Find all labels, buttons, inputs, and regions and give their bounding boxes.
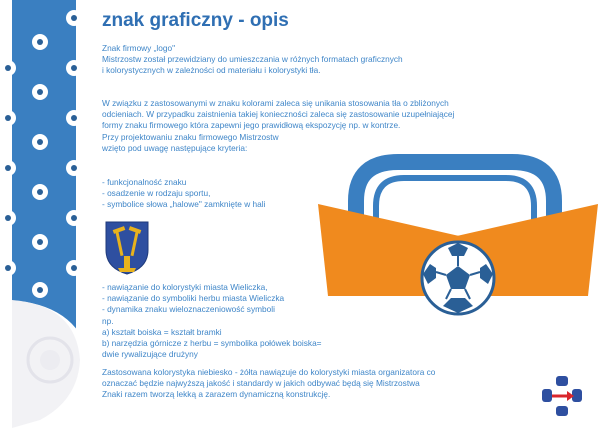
list-symbolism: - nawiązanie do kolorystyki miasta Wieliczka, - nawiązanie do symboliki herbu miasta Wieliczka - dynamika znaku wieloznaczeniowość symboli np. a) kształt boiska = kształt bramki b) narzędzia górnicze z herbu = symbolika połówek boiska= dwie rywalizujące drużyny [102, 282, 322, 360]
soccer-ball-icon [422, 242, 494, 314]
coat-of-arms-icon [104, 220, 150, 276]
paragraph-background-colors: W związku z zastosowanymi w znaku kolorami zaleca się unikania stosowania tła o zbliżonych odcieniach. W przypadku zaistnienia takiej konieczności zaleca się zastosowanie uzupełniającej formy znaku firmowego która zapewni jego prawidłową ekspozycję np. w kontrze. Przy projektowaniu znaku firmowego Mistrzostw wzięto pod uwagę następujące kryteria: [102, 98, 455, 153]
arrow-right-icon[interactable] [540, 374, 584, 418]
page-title: znak graficzny - opis [102, 10, 289, 31]
paragraph-color-scheme: Zastosowana kolorystyka niebiesko - żółta nawiązuje do kolorystyki miasta organizatora co oznaczać będzie najwyższą jakość i standardy w jakich odbywać będą się Mistrzostwa Znaki razem tworzą lekką a zarazem dynamiczną konstrukcję. [102, 367, 436, 400]
sidebar-decoration [0, 0, 88, 428]
championship-logo [318, 146, 598, 316]
paragraph-logo-intro: Znak firmowy „logo" Mistrzostw został przewidziany do umieszczania w różnych formatach graficznych i kolorystycznych w zależności od materiału i kolorystyki tła. [102, 43, 403, 76]
list-criteria: - funkcjonalność znaku - osadzenie w rodzaju sportu, - symbolice słowa „halowe" zamknięte w hali [102, 177, 266, 210]
